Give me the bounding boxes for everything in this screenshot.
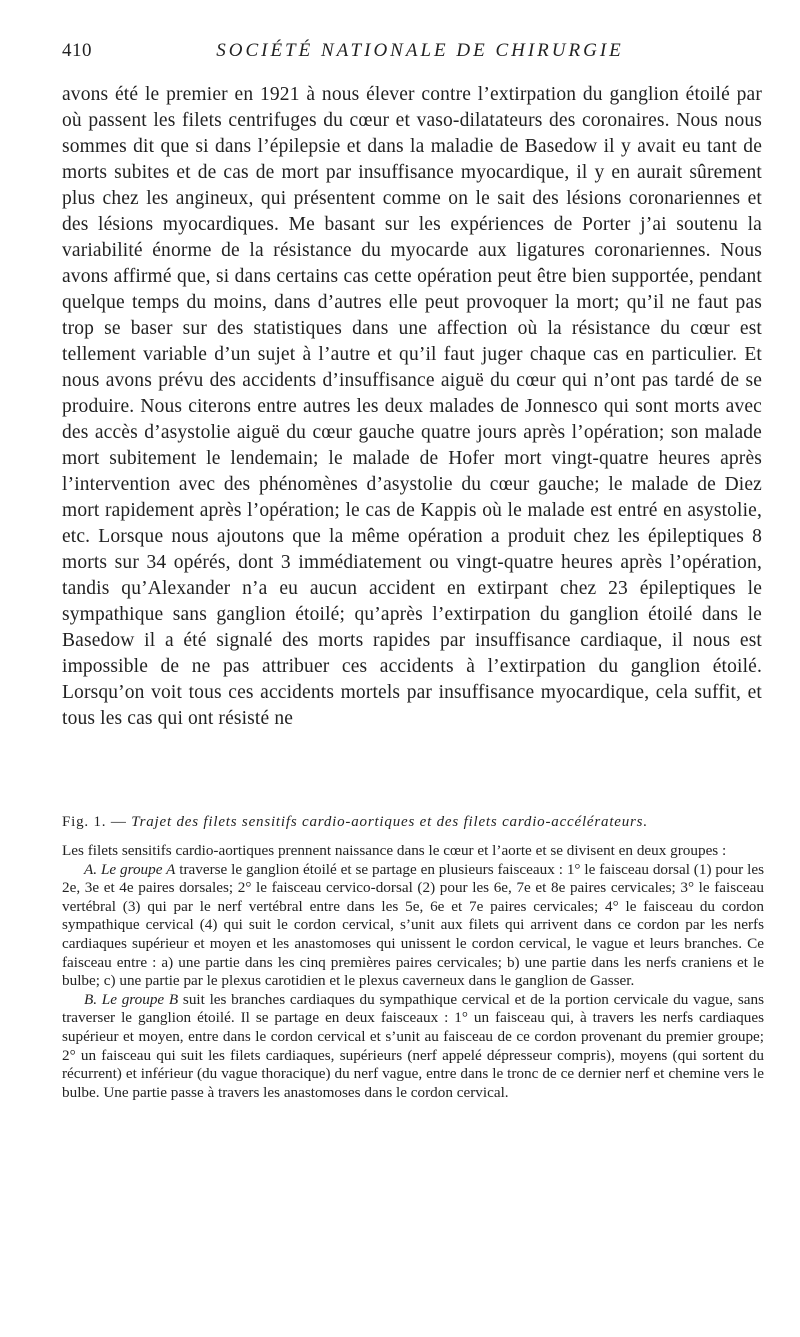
page-number: 410 bbox=[62, 40, 92, 61]
figure-caption bbox=[62, 814, 762, 831]
legend-group-b-name: B. Le groupe B bbox=[84, 990, 179, 1008]
figure-legend bbox=[62, 842, 764, 1102]
running-title: SOCIÉTÉ NATIONALE DE CHIRURGIE bbox=[216, 40, 624, 61]
legend-intro: Les filets sensitifs cardio-aortiques prennent naissance dans le cœur et l’aorte et se divisent en deux groupes : bbox=[62, 842, 727, 859]
figure-title: Trajet des filets sensitifs cardio-aortiques et des filets cardio-accélérateurs. bbox=[131, 814, 648, 830]
legend-group-b-text: suit les branches cardiaques du sympathique cervical et de la portion cervicale du vague, sans traverser le ganglion étoilé. Il se partage en deux faisceaux : 1° un faisceau qui, à travers les nerfs cardiaques supérieur et moyen, entre dans le cordon cervical et s’unit au faisceau de ce cordon provenant du premier groupe; 2° un faisceau qui suit les filets cardiaques, supérieurs (nerf appelé dépresseur compris), moyens (qui sortent du récurrent) et inférieur (du vague thoracique) du nerf vague, entre dans le tronc de ce dernier nerf et chemine vers le bulbe. Une partie passe à travers les anastomoses dans le cordon cervical. bbox=[62, 990, 764, 1101]
legend-group-b bbox=[62, 991, 764, 1103]
body-paragraph: avons été le premier en 1921 à nous élever contre l’extirpation du ganglion étoilé par où passent les filets centrifuges du cœur et vaso-dilatateurs des coronaires. Nous nous sommes dit que si dans l’épilepsie et dans la maladie de Basedow il y avait eu tant de morts subites et de cas de mort par insuffisance myocardique, il y en aurait sûrement plus chez les angineux, qui présentent comme on le sait des lésions coronariennes et des lésions myocardiques. Me basant sur les expériences de Porter j’ai soutenu la variabilité énorme de la résistance du myocarde aux ligatures coronariennes. Nous avons affirmé que, si dans certains cas cette opération peut être bien supportée, pendant quelque temps du moins, dans d’autres elle peut provoquer la mort; qu’il ne faut pas trop se baser sur des statistiques dans une affection où la résistance du cœur est tellement variable d’un sujet à l’autre et qu’il faut juger chaque cas en particulier. Et nous avons prévu des accidents d’insuffisance aiguë du cœur qui n’ont pas tardé de se produire. Nous citerons entre autres les deux malades de Jonnesco qui sont morts avec des accès d’asystolie aiguë du cœur gauche quatre jours après l’opération; son malade mort subitement le lendemain; le malade de Hofer mort vingt-quatre heures après l’intervention avec des phénomènes d’asystolie du cœur gauche; le malade de Diez mort rapidement après l’opération; le cas de Kappis où le malade est entré en asystolie, etc. Lorsque nous ajoutons que la même opération a produit chez les épileptiques 8 morts sur 34 opérés, dont 3 immédiatement ou vingt-quatre heures après l’opération, tandis qu’Alexander n’a eu aucun accident en extirpant chez 23 épileptiques le sympathique sans ganglion étoilé; qu’après l’extirpation du ganglion étoilé dans le Basedow il a été signalé des morts rapides par insuffisance cardiaque, il nous est impossible de ne pas attribuer ces accidents à l’extirpation du ganglion étoilé. Lorsqu’on voit tous ces accidents mortels par insuffisance myocardique, cela suffit, et tous les cas qui ont résisté ne bbox=[62, 84, 762, 729]
legend-group-a bbox=[62, 861, 764, 991]
legend-group-a-name: A. Le groupe A bbox=[84, 860, 176, 878]
legend-group-a-text: traverse le ganglion étoilé et se partage en plusieurs faisceaux : 1° le faisceau dorsal (1) pour les 2e, 3e et 4e paires dorsales; 2° le faisceau cervico-dorsal (2) pour les 6e, 7e et 8e paires cervicales; 3° le faisceau vertébral (3) qui par le nerf vertébral entre dans les 5e, 6e et 7e paires cervicales; 4° le faisceau du cordon sympathique cervical (4) qui suit le cordon cervical, s’unit aux filets qui arrivent dans ce cordon par les nerfs cardiaques supérieur et moyen et les anastomoses qui unissent le cordon cervical, le vague et leurs branches. Ce faisceau entre : a) une partie dans les cinq premières paires cervicales; b) une partie dans les nerfs craniens et le bulbe; c) une partie par le plexus carotidien et le plexus caverneux dans le ganglion de Gasser. bbox=[62, 860, 764, 990]
figure-label: Fig. 1. — bbox=[62, 814, 127, 830]
